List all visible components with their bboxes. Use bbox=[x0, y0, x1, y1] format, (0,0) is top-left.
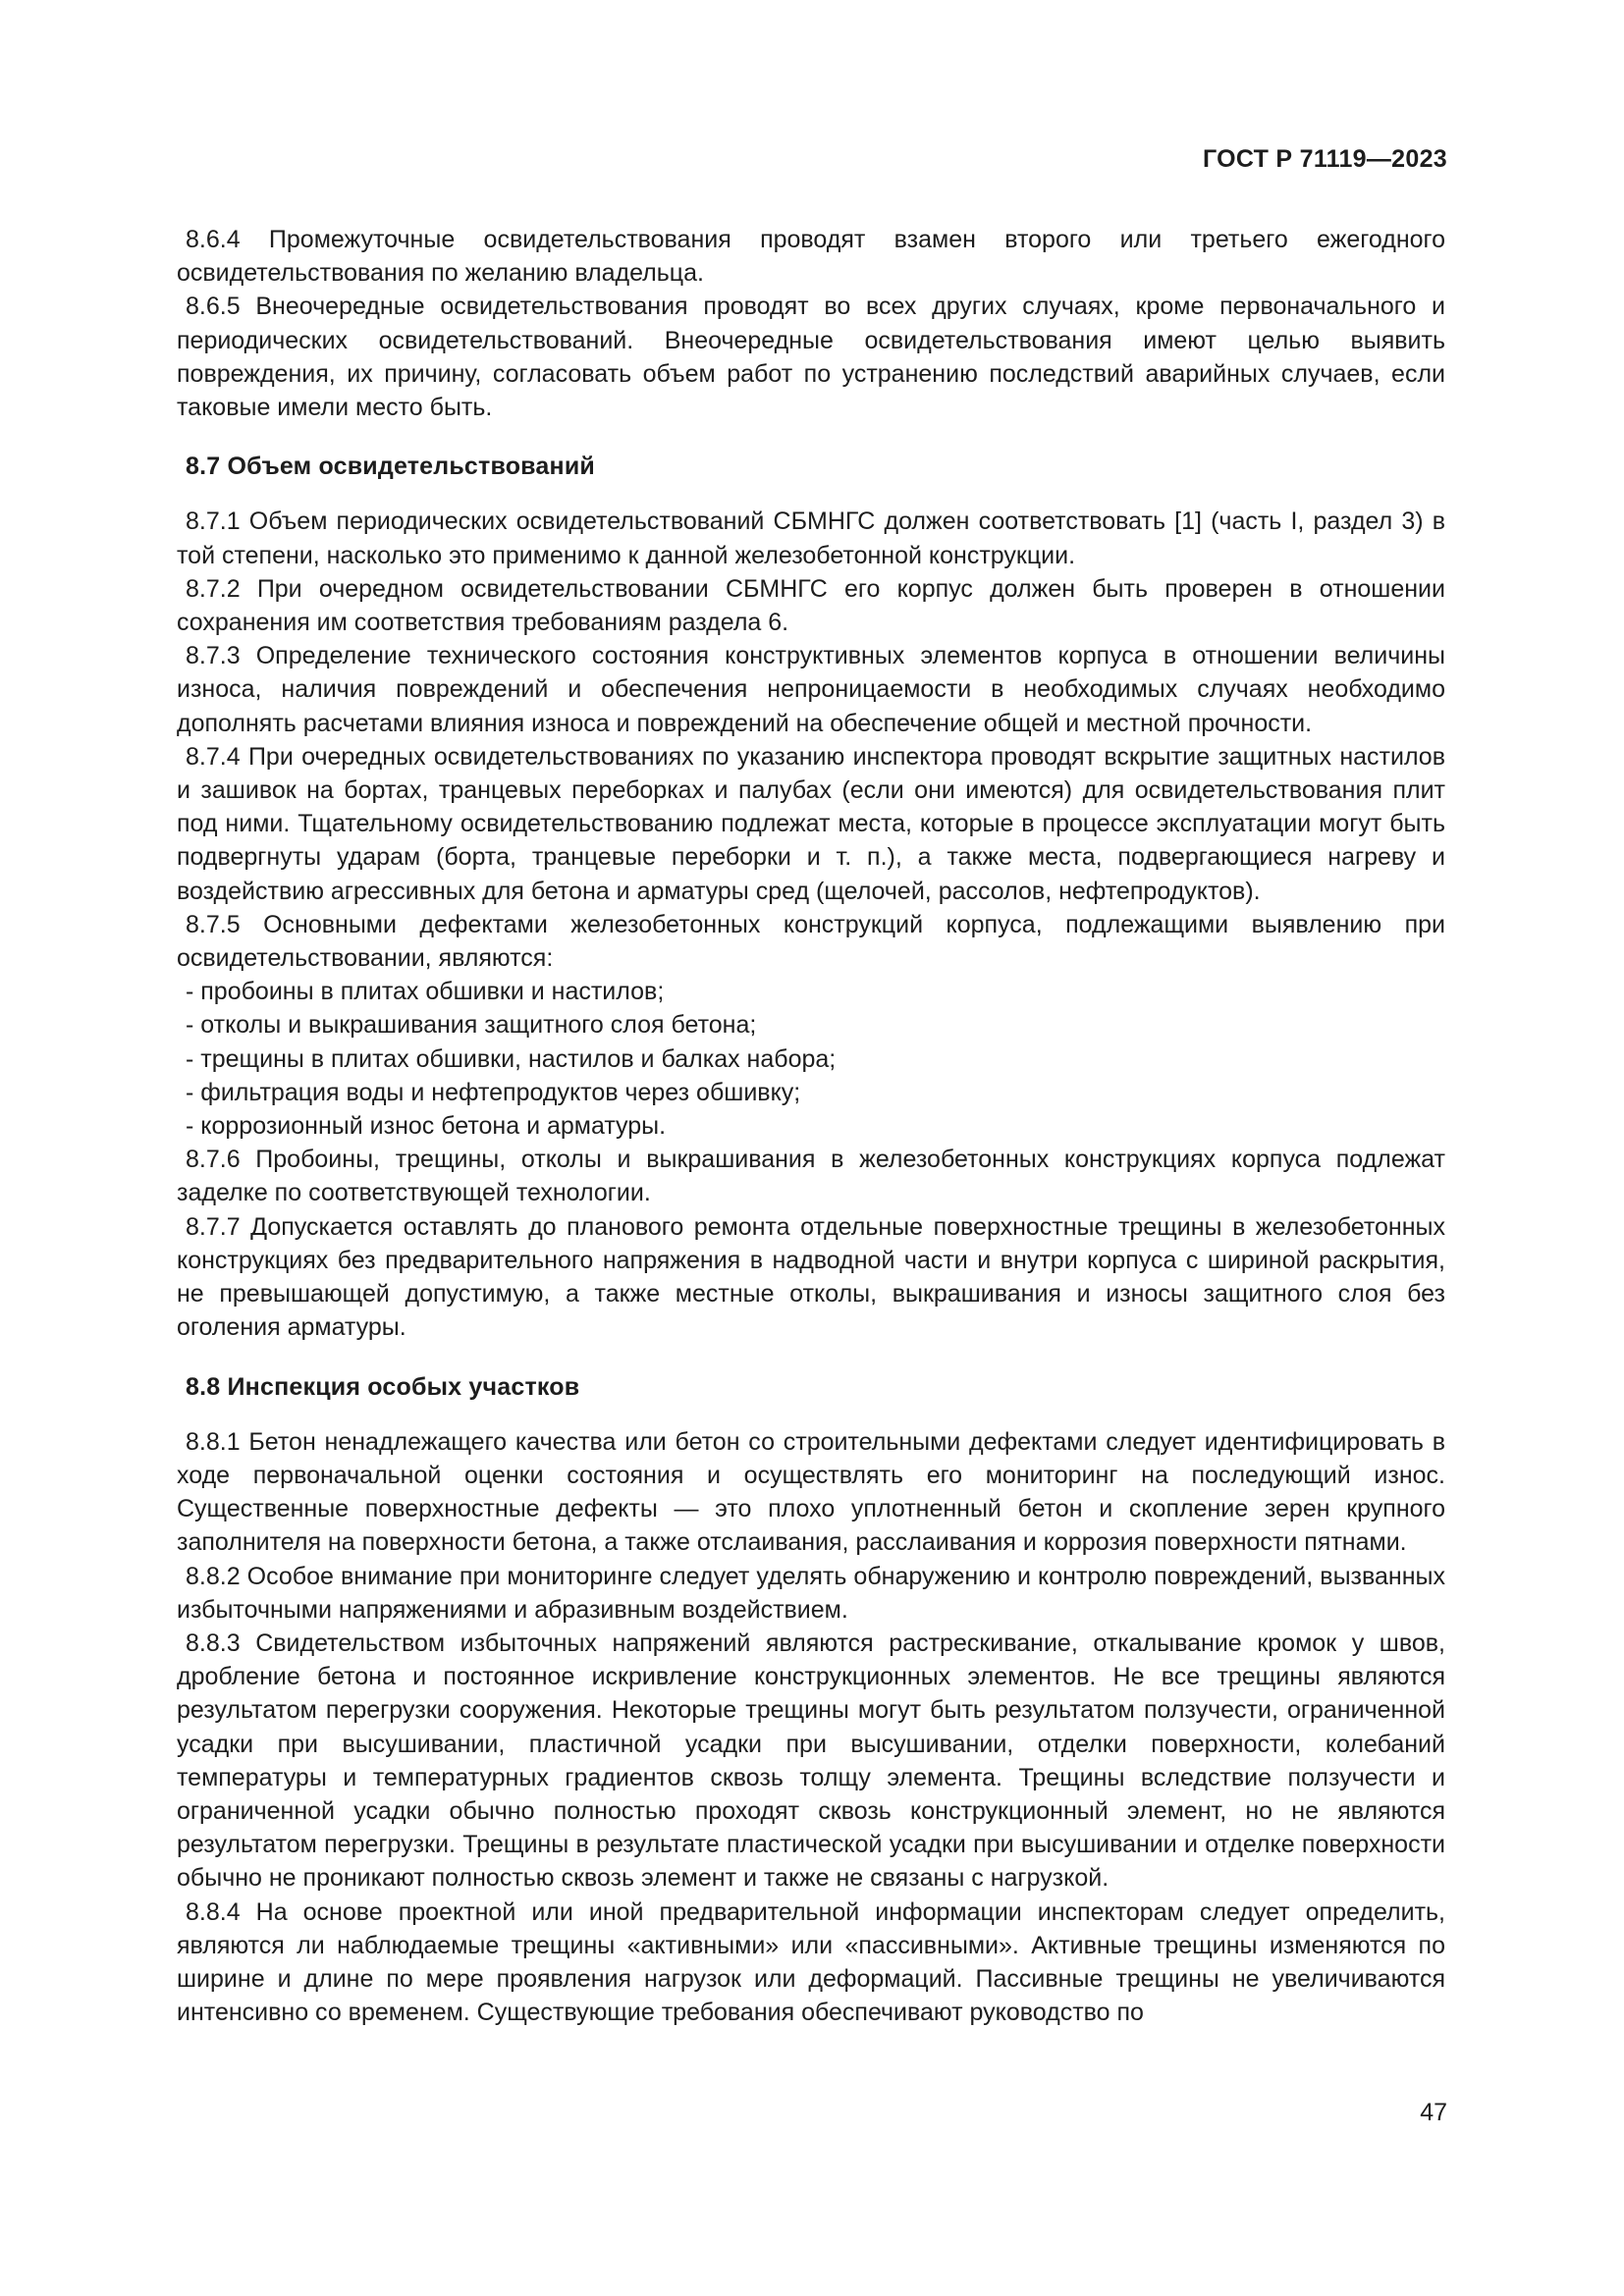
paragraph-8-6-5: 8.6.5 Внеочередные освидетельствования проводят во всех других случаях, кроме первоначального и периодических освидетельствований. Внеочередные освидетельствования имеют целью выявить повреждения, их причину, согласовать объем работ по устранению последствий аварийных случаев, если таковые имели место быть. bbox=[177, 293, 1445, 422]
defects-list bbox=[177, 975, 1445, 1143]
document-body bbox=[177, 223, 1445, 2029]
list-item: - трещины в плитах обшивки, настилов и балках набора; bbox=[186, 1044, 837, 1073]
paragraph-8-8-3: 8.8.3 Свидетельством избыточных напряжений являются растрескивание, откалывание кромок у швов, дробление бетона и постоянное искривление конструкционных элементов. Не все трещины являются результатом перегрузки сооружения. Некоторые трещины могут быть результатом ползучести, ограниченной усадки при высушивании, пластичной усадки при высушивании, отделки поверхности, колебаний температуры и температурных градиентов сквозь толщу элемента. Трещины вследствие ползучести и ограниченной усадки обычно полностью проходят сквозь конструкционный элемент, но не являются результатом перегрузки. Трещины в результате пластической усадки при высушивании и отделке поверхности обычно не проникают полностью сквозь элемент и также не связаны с нагрузкой. bbox=[177, 1629, 1445, 1893]
paragraph-8-8-2: 8.8.2 Особое внимание при мониторинге следует уделять обнаружению и контролю повреждений, вызванных избыточными напряжениями и абразивным воздействием. bbox=[177, 1562, 1445, 1624]
paragraph-8-6-4: 8.6.4 Промежуточные освидетельствования проводят взамен второго или третьего ежегодного освидетельствования по желанию владельца. bbox=[177, 226, 1445, 288]
list-item: - фильтрация воды и нефтепродуктов через обшивку; bbox=[186, 1078, 801, 1106]
list-item: - отколы и выкрашивания защитного слоя бетона; bbox=[186, 1011, 757, 1040]
list-item: - коррозионный износ бетона и арматуры. bbox=[186, 1112, 667, 1141]
paragraph-8-7-4: 8.7.4 При очередных освидетельствованиях по указанию инспектора проводят вскрытие защитных настилов и зашивок на бортах, транцевых переборках и палубах (если они имеются) для освидетельствования плит под ними. Тщательному освидетельствованию подлежат места, которые в процессе эксплуатации могут быть подвергнуты ударам (борта, транцевые переборки и т. п.), а также места, подвергающиеся нагреву и воздействию агрессивных для бетона и арматуры сред (щелочей, рассолов, нефтепродуктов). bbox=[177, 742, 1445, 905]
paragraph-8-7-6: 8.7.6 Пробоины, трещины, отколы и выкрашивания в железобетонных конструкциях корпуса подлежат заделке по соответствующей технологии. bbox=[177, 1146, 1445, 1207]
paragraph-8-7-7: 8.7.7 Допускается оставлять до планового ремонта отдельные поверхностные трещины в железобетонных конструкциях без предварительного напряжения в надводной части и внутри корпуса с шириной раскрытия, не превышающей допустимую, а также местные отколы, выкрашивания и износы защитного слоя без оголения арматуры. bbox=[177, 1212, 1445, 1342]
document-id-header: ГОСТ Р 71119—2023 bbox=[1202, 145, 1447, 173]
paragraph-8-8-4: 8.8.4 На основе проектной или иной предварительной информации инспекторам следует определить, являются ли наблюдаемые трещины «активными» или «пассивными». Активные трещины изменяются по ширине и длине по мере проявления нагрузок или деформаций. Пассивные трещины не увеличиваются интенсивно со временем. Существующие требования обеспечивают руководство по bbox=[177, 1897, 1445, 2027]
list-item: - пробоины в плитах обшивки и настилов; bbox=[186, 978, 665, 1006]
paragraph-8-7-2: 8.7.2 При очередном освидетельствовании СБМНГС его корпус должен быть проверен в отношении сохранения им соответствия требованиям раздела 6. bbox=[177, 574, 1445, 637]
paragraph-8-8-1: 8.8.1 Бетон ненадлежащего качества или бетон со строительными дефектами следует идентифицировать в ходе первоначальной оценки состояния и осуществлять его мониторинг на последующий износ. Существенные поверхностные дефекты — это плохо уплотненный бетон и скопление зерен крупного заполнителя на поверхности бетона, а также отслаивания, расслаивания и коррозия поверхности пятнами. bbox=[177, 1427, 1445, 1557]
paragraph-8-7-1: 8.7.1 Объем периодических освидетельствований СБМНГС должен соответствовать [1] (часть I, раздел 3) в той степени, насколько это применимо к данной железобетонной конструкции. bbox=[177, 507, 1445, 569]
page-number: 47 bbox=[1420, 2099, 1447, 2126]
section-heading-8-7: 8.7 Объем освидетельствований bbox=[186, 453, 595, 481]
paragraph-8-7-3: 8.7.3 Определение технического состояния конструктивных элементов корпуса в отношении величины износа, наличия повреждений и обеспечения непроницаемости в необходимых случаях необходимо дополнять расчетами влияния износа и повреждений на обеспечение общей и местной прочности. bbox=[177, 642, 1445, 737]
section-heading-8-8: 8.8 Инспекция особых участков bbox=[186, 1372, 580, 1401]
paragraph-8-7-5: 8.7.5 Основными дефектами железобетонных конструкций корпуса, подлежащими выявлению при освидетельствовании, являются: bbox=[177, 910, 1445, 973]
